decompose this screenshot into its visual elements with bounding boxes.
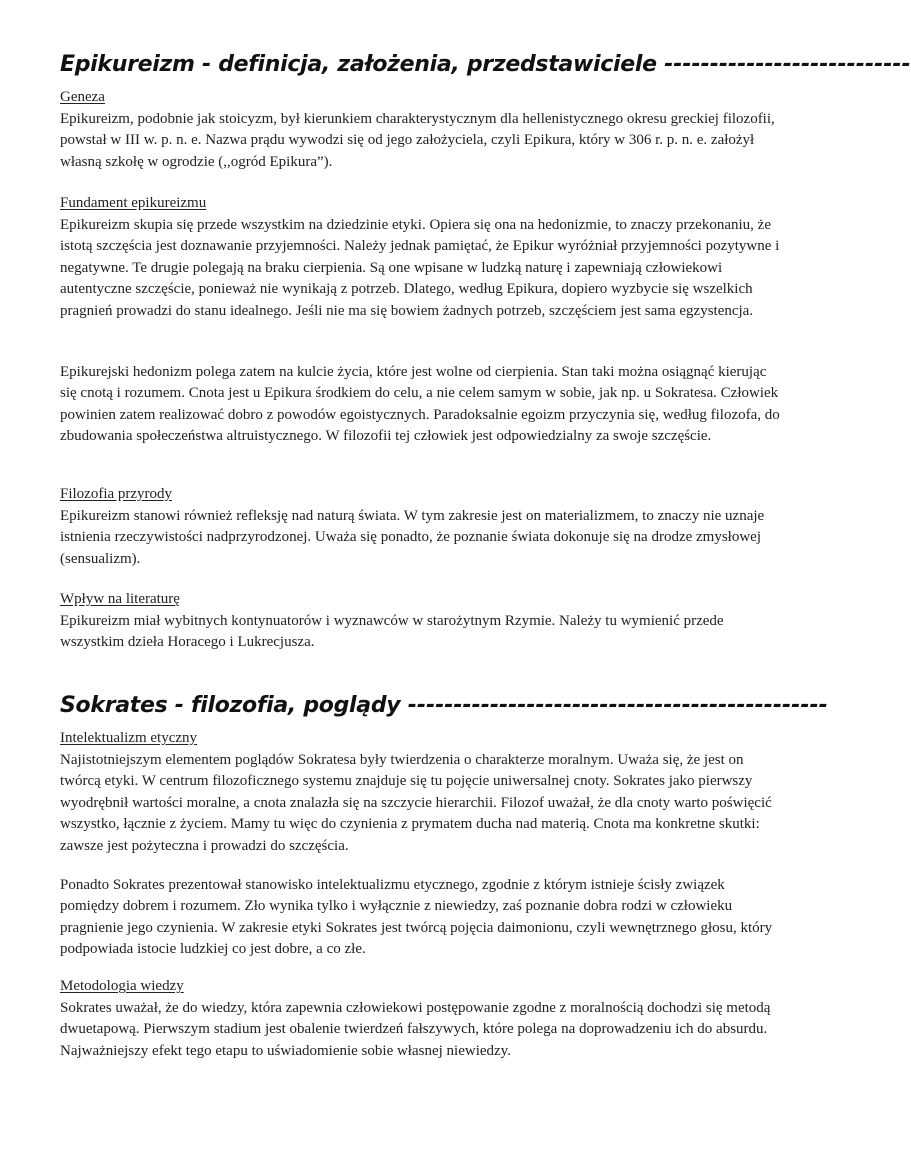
paragraph-intelektualizm-1: Najistotniejszym elementem poglądów Sokratesa były twierdzenia o charakterze moralnym. Uważa się, że jest on twórcą etyki. W centrum filozoficznego systemu znajduje się tu pojęcie uniwersalnej cnoty. Sokrates jako pierwszy wyodrębnił wartości moralne, a cnota znalazła się na szczycie hierarchii. Filozof uważał, że dla cnoty warto poświęcić wszystko, łącznie z życiem. Mamy tu więc do czynienia z prymatem ducha nad materią. Cnota ma konkretne skutki: zawsze jest pożyteczna i prowadzi do szczęścia. [60,752,772,854]
subheading-geneza: Geneza [60,89,105,105]
paragraph-fundament-1: Epikureizm skupia się przede wszystkim na dziedzinie etyki. Opiera się ona na hedonizmie, to znaczy przekonaniu, że istotą szczęścia jest doznawanie przyjemności. Należy jednak pamiętać, że Epikur wyróżniał przyjemności pozytywne i negatywne. Te drugie polegają na braku cierpienia. Są one wpisane w ludzką naturę i zapewniają człowiekowi autentyczne szczęście, ponieważ nie wynikają z potrzeb. Dlatego, według Epikura, dopiero wyzbycie się wszelkich pragnień prowadzi do stanu idealnego. Jeśli nie ma się bowiem żadnych potrzeb, szczęściem jest sama egzystencja. [60,217,780,319]
subheading-wplyw: Wpływ na literaturę [60,591,180,607]
subheading-metodologia: Metodologia wiedzy [60,978,184,994]
subheading-fundament: Fundament epikureizmu [60,195,207,211]
heading-dashes: ---------------------------------------------- [407,693,828,718]
paragraph-filozofia-przyrody: Epikureizm stanowi również refleksję nad naturą świata. W tym zakresie jest on materializmem, to znaczy nie uznaje istnienia rzeczywistości nadprzyrodzonej. Uważa się ponadto, że poznanie świata dokonuje się na drodze zmysłowej (sensualizm). [60,508,765,567]
heading-dashes: --------------------------- [664,52,911,77]
heading-text: Epikureizm - definicja, założenia, przedstawiciele [60,52,657,77]
paragraph-intelektualizm-2: Ponadto Sokrates prezentował stanowisko intelektualizmu etycznego, zgodnie z którym istnieje ścisły związek pomiędzy dobrem i rozumem. Zło wynika tylko i wyłącznie z niewiedzy, zaś poznanie dobra rodzi w człowieku pragnienie jego czynienia. W zakresie etyki Sokrates jest twórcą pojęcia daimonionu, czyli wewnętrznego głosu, który podpowiada istocie ludzkiej co jest dobre, a co złe. [60,877,773,958]
paragraph-fundament-2: Epikurejski hedonizm polega zatem na kulcie życia, które jest wolne od cierpienia. Stan taki można osiągnąć kierując się cnotą i rozumem. Cnota jest u Epikura środkiem do celu, a nie celem samym w sobie, jak np. u Sokratesa. Człowiek powinien zatem realizować dobro z powodów egoistycznych. Paradoksalnie egoizm przyczynia się, według filozofa, do zbudowania społeczeństwa altruistycznego. W filozofii tej człowiek jest odpowiedzialny za swoje szczęście. [60,364,780,445]
section-heading-sokrates [60,693,828,733]
paragraph-wplyw: Epikureizm miał wybitnych kontynuatorów i wyznawców w starożytnym Rzymie. Należy tu wymienić przede wszystkim dzieła Horacego i Lukrecjusza. [60,613,724,651]
subheading-intelektualizm: Intelektualizm etyczny [60,730,198,746]
paragraph-metodologia: Sokrates uważał, że do wiedzy, która zapewnia człowiekowi postępowanie zgodne z moralnością dochodzi się metodą dwuetapową. Pierwszym stadium jest obalenie twierdzeń fałszywych, które polega na doprowadzeniu ich do absurdu. Najważniejszy efekt tego etapu to uświadomienie sobie własnej niewiedzy. [60,1000,771,1059]
heading-text: Sokrates - filozofia, poglądy [60,693,401,718]
subheading-filozofia-przyrody: Filozofia przyrody [60,486,173,502]
paragraph-geneza: Epikureizm, podobnie jak stoicyzm, był kierunkiem charakterystycznym dla hellenistycznego okresu greckiej filozofii, powstał w III w. p. n. e. Nazwa prądu wywodzi się od jego założyciela, czyli Epikura, który w 306 r. p. n. e. założył własną szkołę w ogrodzie (,,ogród Epikura”). [60,111,775,170]
section-heading-epikureizm [60,52,911,92]
